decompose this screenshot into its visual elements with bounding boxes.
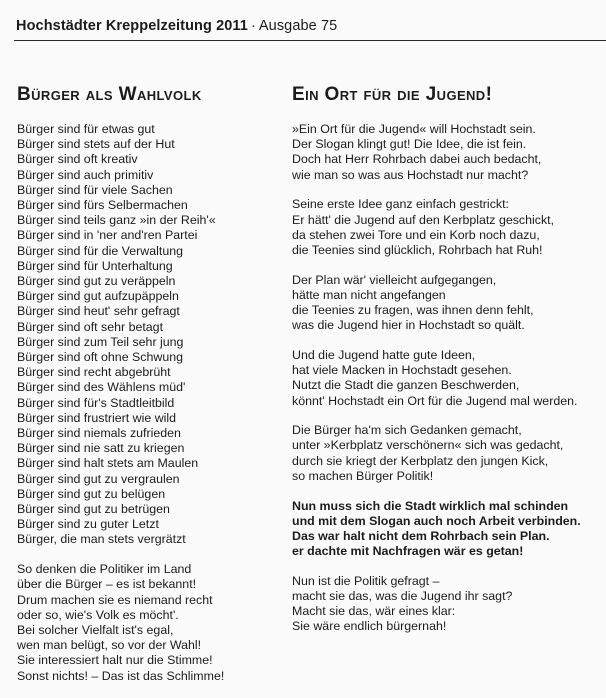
poem-line: Bürger sind des Wählens müd' — [17, 380, 186, 395]
poem-line: Bürger sind halt stets am Maulen — [17, 456, 199, 471]
poem-line: Das war halt nicht dem Rohrbach sein Plan. — [292, 528, 550, 543]
poem-line: Drum machen sie es niemand recht — [17, 592, 213, 607]
left-column — [17, 84, 267, 698]
poem-line: »Ein Ort für die Jugend« will Hochstadt sein. — [292, 122, 536, 136]
poem-line: Er hätt' die Jugend auf den Kerbplatz geschickt, — [292, 212, 555, 227]
left-poem-title: Bürger als Wahlvolk — [17, 84, 202, 105]
right-stanza — [292, 197, 604, 258]
poem-line: Sie wäre endlich bürgernah! — [292, 619, 447, 634]
right-poem-title: Ein Ort für die Jugend! — [292, 84, 493, 105]
poem-line: wie man so was aus Hochstadt nur macht? — [292, 167, 529, 182]
poem-line: durch sie kriegt der Kerbplatz den jungen Kick, — [292, 453, 549, 468]
poem-line: Bürger sind für die Verwaltung — [17, 243, 183, 258]
left-stanza — [17, 122, 267, 548]
poem-line: Nun muss sich die Stadt wirklich mal schinden — [292, 498, 569, 513]
poem-line: Bürger sind teils ganz »in der Reih'« — [17, 213, 216, 228]
poem-line: Bürger sind recht abgebrüht — [17, 365, 171, 380]
header-separator: · — [250, 18, 256, 34]
poem-line: Bürger sind zum Teil sehr jung — [17, 334, 184, 349]
poem-line: Bürger sind gut zu veräppeln — [17, 274, 176, 289]
right-stanza — [292, 348, 604, 409]
right-stanza — [292, 423, 604, 484]
poem-line: Bürger sind zu guter Letzt — [17, 517, 159, 532]
poem-line: Bürger, die man stets vergrätzt — [17, 532, 186, 547]
left-stanza — [17, 562, 267, 684]
poem-line: könnt' Hochstadt ein Ort für die Jugend mal werden. — [292, 393, 578, 408]
right-stanza — [292, 122, 604, 183]
right-stanza — [292, 273, 604, 334]
poem-line: Bürger sind für Unterhaltung — [17, 258, 173, 273]
poem-line: er dachte mit Nachfragen wär es getan! — [292, 544, 524, 559]
poem-line: Der Plan wär' vielleicht aufgegangen, — [292, 272, 497, 287]
poem-line: Und die Jugend hatte gute Ideen, — [292, 347, 476, 362]
poem-line: Bürger sind für viele Sachen — [17, 182, 173, 197]
right-column — [292, 84, 604, 649]
poem-line: Die Bürger ha'm sich Gedanken gemacht, — [292, 423, 522, 438]
poem-line: Macht sie das, wär eines klar: — [292, 604, 456, 619]
poem-line: Bürger sind niemals zufrieden — [17, 426, 181, 441]
poem-line: Bürger sind fürs Selbermachen — [17, 198, 188, 213]
poem-line: die Teenies zu fragen, was ihnen denn fehlt, — [292, 303, 534, 318]
page-header — [16, 18, 337, 34]
poem-line: oder so, wie's Volk es möcht'. — [17, 607, 179, 622]
poem-line: hätte man nicht angefangen — [292, 287, 446, 302]
poem-line: so machen Bürger Politik! — [292, 468, 434, 483]
right-stanza — [292, 574, 604, 635]
poem-line: Bürger sind gut aufzupäppeln — [17, 289, 179, 304]
poem-line: hat viele Macken in Hochstadt gesehen. — [292, 363, 512, 378]
poem-line: Bürger sind für's Stadtleitbild — [17, 395, 175, 410]
poem-line: macht sie das, was die Jugend ihr sagt? — [292, 589, 513, 604]
poem-line: Bei solcher Vielfalt ist's egal, — [17, 623, 174, 637]
poem-line: und mit dem Slogan auch noch Arbeit verbinden. — [292, 513, 581, 528]
poem-line: Bürger sind in 'ner and'ren Partei — [17, 228, 198, 243]
poem-line: Doch hat Herr Rohrbach dabei auch bedacht, — [292, 152, 542, 167]
poem-line: Bürger sind oft ohne Schwung — [17, 350, 184, 365]
header-rule — [14, 40, 606, 41]
poem-line: Bürger sind frustriert wie wild — [17, 410, 177, 425]
poem-line: Bürger sind für etwas gut — [17, 122, 155, 136]
poem-line: Bürger sind gut zu betrügen — [17, 502, 170, 517]
poem-line: Der Slogan klingt gut! Die Idee, die ist fein. — [292, 137, 527, 152]
right-stanza — [292, 499, 604, 560]
publication-name: Hochstädter Kreppelzeitung 2011 — [16, 18, 248, 34]
poem-line: Bürger sind stets auf der Hut — [17, 137, 175, 152]
poem-line: Bürger sind oft sehr betagt — [17, 319, 164, 334]
poem-line: Seine erste Idee ganz einfach gestrickt: — [292, 197, 509, 212]
poem-line: Nutzt die Stadt die ganzen Beschwerden, — [292, 378, 520, 393]
poem-line: Bürger sind oft kreativ — [17, 152, 138, 167]
poem-line: Bürger sind auch primitiv — [17, 167, 154, 182]
poem-line: über die Bürger – es ist bekannt! — [17, 577, 197, 592]
poem-line: Bürger sind heut' sehr gefragt — [17, 304, 180, 319]
poem-line: Sonst nichts! – Das ist das Schlimme! — [17, 668, 225, 683]
poem-line: was die Jugend hier in Hochstadt so quält. — [292, 318, 525, 333]
poem-line: unter »Kerbplatz verschönern« sich was gedacht, — [292, 438, 564, 453]
poem-line: Nun ist die Politik gefragt – — [292, 573, 440, 588]
poem-line: die Teenies sind glücklich, Rohrbach hat Ruh! — [292, 242, 543, 257]
poem-line: Sie interessiert halt nur die Stimme! — [17, 653, 213, 668]
poem-line: So denken die Politiker im Land — [17, 562, 192, 577]
issue-number: Ausgabe 75 — [258, 18, 338, 34]
poem-line: Bürger sind nie satt zu kriegen — [17, 441, 185, 456]
poem-line: Bürger sind gut zu vergraulen — [17, 471, 180, 486]
poem-line: da stehen zwei Tore und ein Korb noch dazu, — [292, 227, 540, 242]
poem-line: Bürger sind gut zu belügen — [17, 486, 166, 501]
poem-line: wen man belügt, so vor der Wahl! — [17, 638, 202, 653]
